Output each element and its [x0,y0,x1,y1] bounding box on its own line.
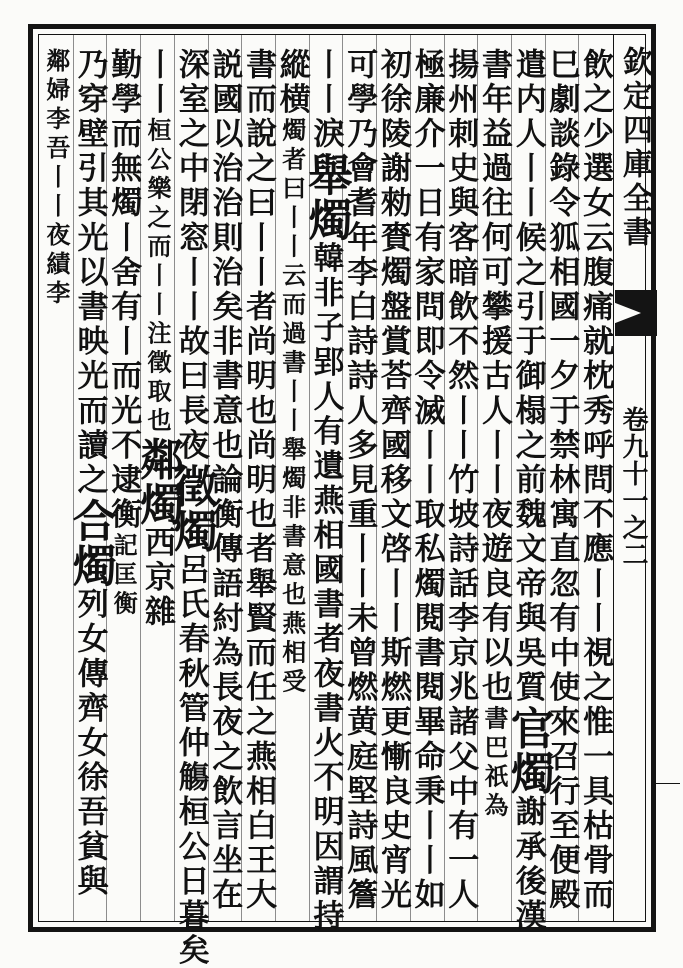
annotation-text: 鄰婦李吾丨丨夜績李 [41,48,71,309]
juan-number: 卷九十一之二 [618,406,648,568]
entry-heading: 舉燭 [300,151,352,242]
annotation-text: 燭者曰丨丨云而過書丨丨舉燭非書意也燕相受 [277,117,307,698]
body-text: 列女傳齊女徐吾貧與 [71,587,108,900]
margin-tick [652,783,680,784]
body-text: 縱横 [273,48,310,118]
entry-heading: 合燭 [64,497,116,588]
body-text: 韓非子郢人有遺燕相國書者夜書火不明因謂持 [307,241,344,934]
entry-heading: 鄰燭 [132,436,183,527]
body-text: 呂氏春秋管仲觴桓公日暮矣 [172,553,209,968]
body-text: 説國以治治則治矣非書意也論衡傳語紂為長夜之飲言坐在 [206,48,243,913]
body-text: 初徐陵謝勑賚燭盤賞荅齊國移文啓丨丨斯燃更慚良史宵光 [374,48,411,913]
body-text: 巳劇談錄令狐相國一夕于禁林寓直忽有中使來召行至便殿 [543,48,580,913]
body-text: 乃穿壁引其光以書映光而讀之 [71,48,108,498]
body-text: 丨丨淚 [307,48,344,152]
body-text: 揚州刺史與客暗飲不然丨丨竹坡詩話李京兆諸父中有一人 [442,48,479,913]
body-text: 書而說之曰丨丨者尚明也尚明也者舉賢而任之燕相白王大 [240,48,277,913]
body-text: 西京雜 [139,526,175,631]
body-text: 飲之少選女云腹痛就枕秀呼問不應丨丨視之惟一具枯骨而 [577,48,614,913]
body-text: 可學乃會耆年李白詩詩人多見重丨丨未曾燃黄庭堅詩風簷 [341,48,378,913]
entry-heading: 徵燭 [165,463,217,554]
body-text: 書年益過往何可攀援古人丨丨夜遊良有以也 [476,48,512,706]
body-text: 丨丨 [139,48,175,118]
body-text: 遣内人丨丨候之引于御榻之前魏文帝與吳質 [509,48,546,706]
entry-heading: 官燭 [502,705,554,796]
annotation-text: 書巴祇為 [480,705,509,822]
margin-title: 欽定四庫全書 [617,46,652,250]
text-column [35,48,77,309]
annotation-text: 桓公樂之而丨丨注徵取也 [143,117,172,437]
body-text: 深室之中閉窓丨丨故曰長夜 [172,48,209,464]
body-text: 極廉介一日有家問即令滅丨丨取私燭閱書閱畢命秉丨丨如 [408,48,445,913]
body-text: 勤學而無燭丨舍有丨而光不逮衡 [105,48,142,533]
body-text: 謝承後漢 [509,795,546,934]
annotation-text: 記匡衡 [109,532,139,620]
